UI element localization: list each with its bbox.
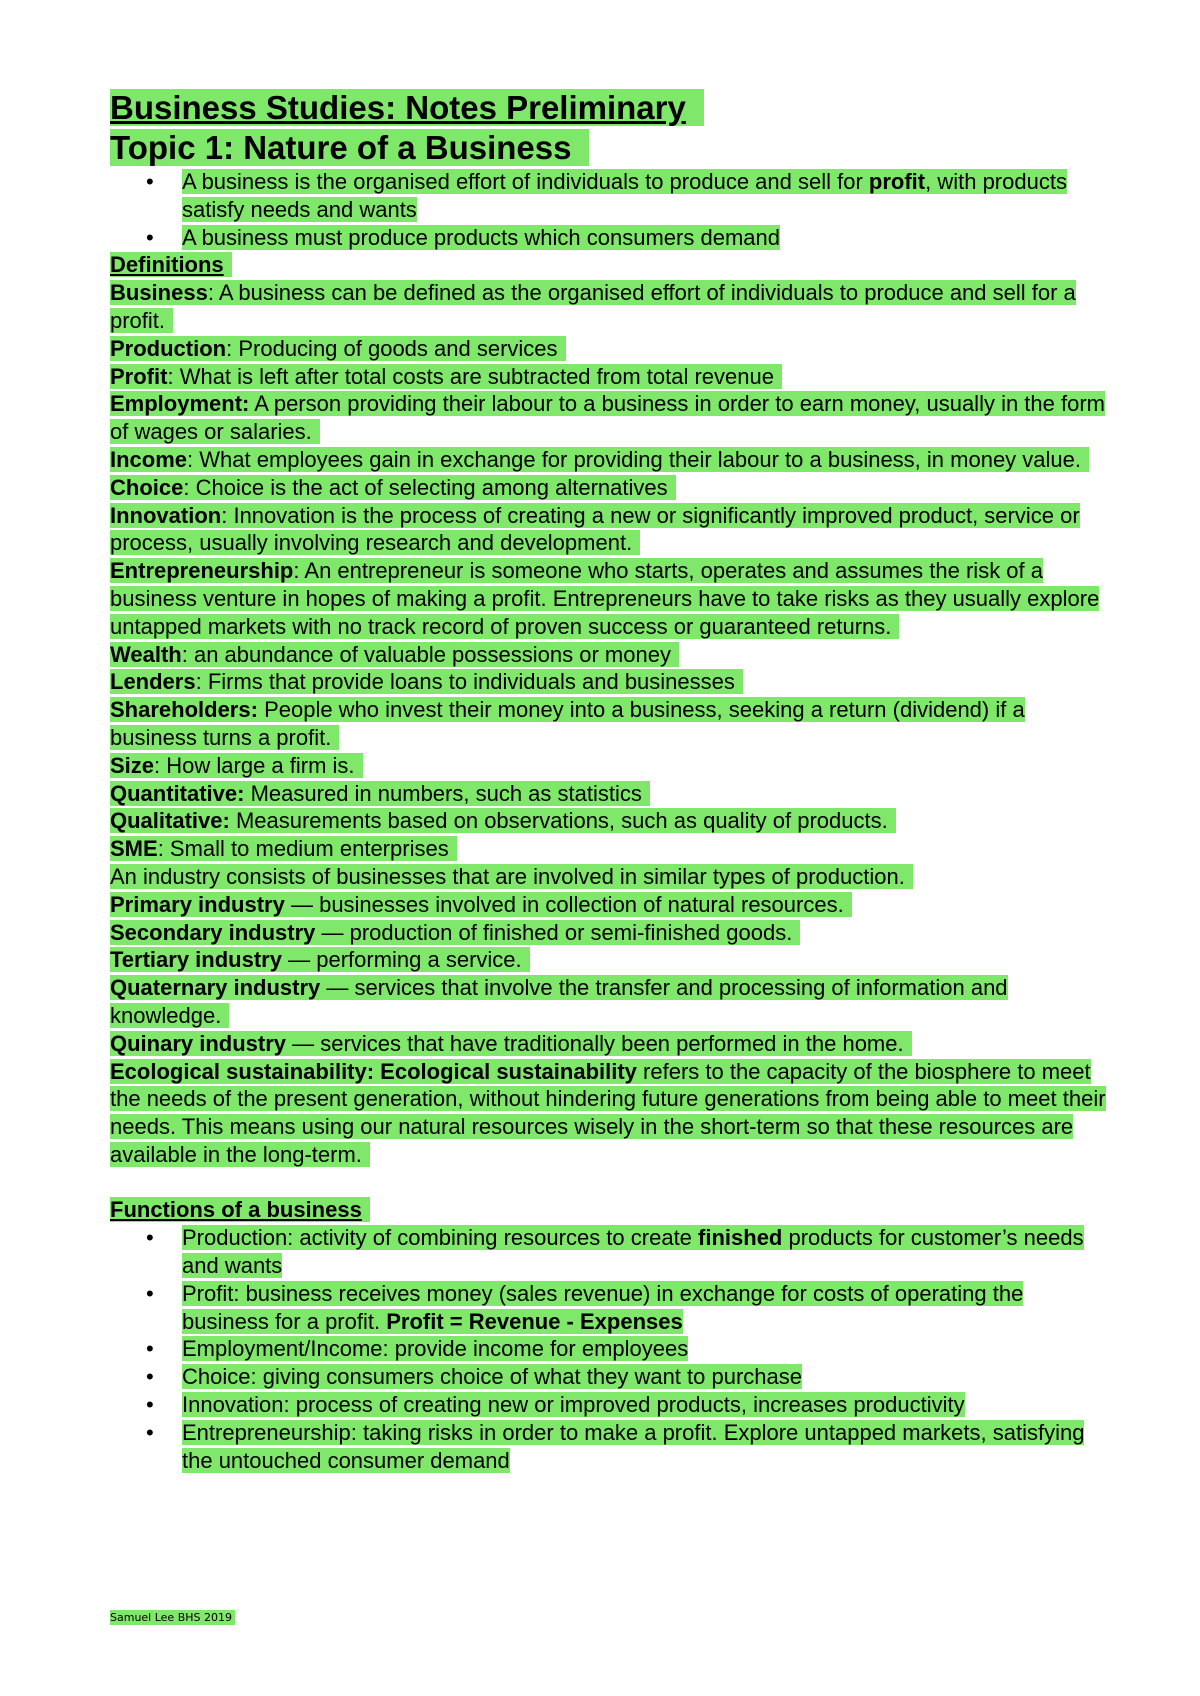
- definition-row: Lenders: Firms that provide loans to individuals and businesses: [110, 668, 1110, 696]
- definition-row: Business: A business can be defined as the organised effort of individuals to produce and sell for a profit.: [110, 280, 1076, 333]
- list-item: • Entrepreneurship: taking risks in order to make a profit. Explore untapped markets, satisfying the untouched consumer demand: [146, 1419, 1085, 1473]
- list-item: • A business is the organised effort of individuals to produce and sell for profit, with products satisfy needs and wants: [146, 169, 1067, 222]
- definition-row: Qualitative: Measurements based on observations, such as quality of products.: [110, 807, 1110, 835]
- spacer: [110, 1169, 1110, 1197]
- definition-row: Quaternary industry — services that involve the transfer and processing of information and knowledge.: [110, 975, 1008, 1028]
- definitions-list: [110, 279, 1110, 1169]
- definition-row: SME: Small to medium enterprises: [110, 835, 1110, 863]
- definition-row: Entrepreneurship: An entrepreneur is someone who starts, operates and assumes the risk of a business venture in hopes of making a profit. Entrepreneurs have to take risks as they usually explore untapped markets with no track record of proven success or guaranteed returns.: [110, 558, 1100, 639]
- definition-row: Choice: Choice is the act of selecting among alternatives: [110, 474, 1110, 502]
- definition-row: Shareholders: People who invest their money into a business, seeking a return (dividend) if a business turns a profit.: [110, 697, 1025, 750]
- definition-row: Tertiary industry — performing a service.: [110, 946, 1110, 974]
- document-page: [110, 88, 1110, 1474]
- definition-row: Employment: A person providing their labour to a business in order to earn money, usually in the form of wages or salaries.: [110, 391, 1105, 445]
- definition-row: Profit: What is left after total costs are subtracted from total revenue: [110, 363, 1110, 391]
- document-title: Business Studies: Notes Preliminary: [110, 88, 1110, 128]
- definition-row: Income: What employees gain in exchange for providing their labour to a business, in money value.: [110, 446, 1110, 474]
- definition-row: An industry consists of businesses that are involved in similar types of production.: [110, 863, 1110, 891]
- definition-row: Primary industry — businesses involved in collection of natural resources.: [110, 891, 1110, 919]
- list-item: • A business must produce products which consumers demand: [146, 224, 780, 250]
- list-item: • Choice: giving consumers choice of what they want to purchase: [146, 1364, 802, 1390]
- page-footer: Samuel Lee BHS 2019: [110, 1611, 235, 1624]
- definition-row: Quinary industry — services that have traditionally been performed in the home.: [110, 1030, 1110, 1058]
- definition-row: Wealth: an abundance of valuable possessions or money: [110, 641, 1110, 669]
- definitions-heading: Definitions: [110, 251, 1110, 279]
- list-item: • Profit: business receives money (sales revenue) in exchange for costs of operating the business for a profit. Profit = Revenue - Expenses: [146, 1280, 1024, 1334]
- intro-bullet-list: [110, 168, 1110, 251]
- list-item: • Production: activity of combining resources to create finished products for customer’s needs and wants: [146, 1225, 1084, 1279]
- definition-row: Size: How large a firm is.: [110, 752, 1110, 780]
- definition-row: Secondary industry — production of finished or semi-finished goods.: [110, 919, 1110, 947]
- definition-row: Innovation: Innovation is the process of creating a new or significantly improved product, service or process, usually involving research and development.: [110, 502, 1080, 556]
- definition-row: Ecological sustainability: Ecological sustainability refers to the capacity of the biosphere to meet the needs of the present generation, without hindering future generations from being able to meet their needs. This means using our natural resources wisely in the short-term so that these resources are available in the long-term.: [110, 1058, 1106, 1167]
- definition-row: Quantitative: Measured in numbers, such as statistics: [110, 780, 1110, 808]
- functions-bullet-list: [110, 1224, 1110, 1474]
- definition-row: Production: Producing of goods and services: [110, 335, 1110, 363]
- list-item: • Innovation: process of creating new or improved products, increases productivity: [146, 1392, 965, 1418]
- topic-title: Topic 1: Nature of a Business: [110, 128, 1110, 168]
- functions-heading: Functions of a business: [110, 1196, 1110, 1224]
- list-item: • Employment/Income: provide income for employees: [146, 1336, 689, 1362]
